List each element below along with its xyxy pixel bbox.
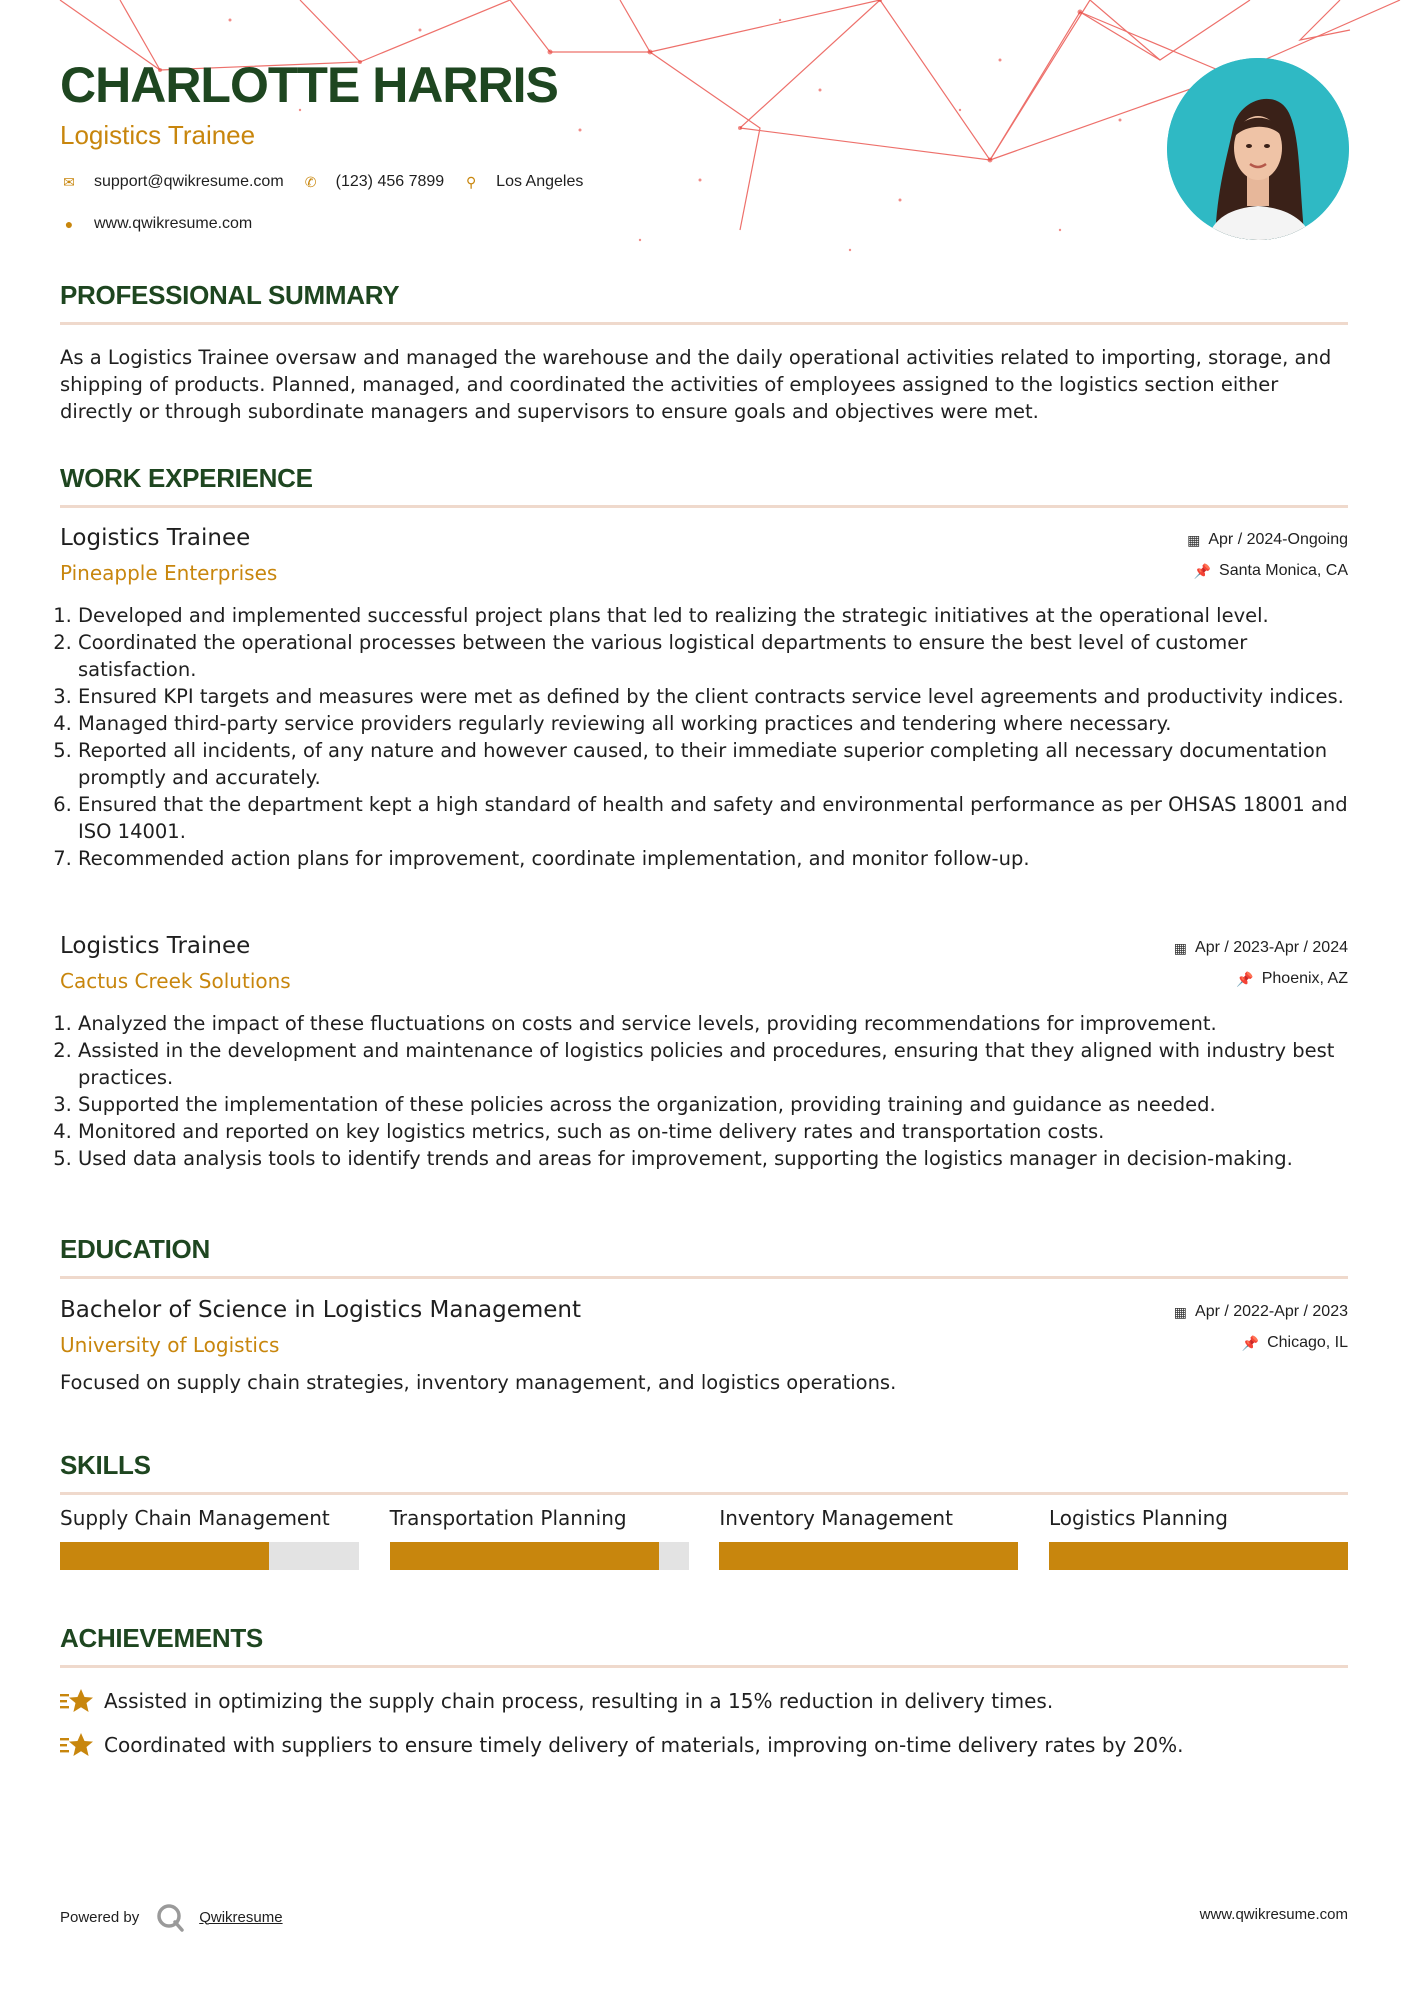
- job-company: Cactus Creek Solutions: [60, 969, 291, 993]
- job-location-text: Santa Monica, CA: [1219, 562, 1348, 579]
- skill-bar: [390, 1542, 689, 1570]
- footer-powered-by: [60, 1902, 283, 1932]
- summary-text: As a Logistics Trainee oversaw and managed the warehouse and the daily operational activities related to importing, storage, and shipping of products. Planned, managed, and coordinated the activities of employees assigned to the logistics section either directly or through subordinate managers and supervisors to ensure goals and objectives were met.: [60, 346, 1332, 423]
- calendar-icon: ▦: [1173, 939, 1188, 956]
- skill-item: [719, 1506, 1018, 1570]
- contact-website[interactable]: [60, 215, 252, 233]
- candidate-title: Logistics Trainee: [60, 120, 256, 150]
- skill-bar-fill: [719, 1542, 1018, 1570]
- skill-bar-fill: [60, 1542, 269, 1570]
- job-company: Pineapple Enterprises: [60, 561, 278, 585]
- brand-link[interactable]: Qwikresume: [199, 1908, 283, 1926]
- section-divider: [60, 505, 1348, 508]
- job-location-text: Phoenix, AZ: [1261, 970, 1348, 987]
- contact-row-primary: [60, 173, 601, 191]
- skills-list: [60, 1506, 1348, 1570]
- skill-bar: [60, 1542, 359, 1570]
- skill-name: Inventory Management: [719, 1506, 953, 1530]
- achievement-text: Coordinated with suppliers to ensure timely delivery of materials, improving on-time delivery rates by 20%.: [104, 1733, 1184, 1757]
- job-date-text: Apr / 2024-Ongoing: [1208, 531, 1348, 548]
- powered-by-label: Powered by: [60, 1908, 140, 1926]
- education-location-text: Chicago, IL: [1267, 1334, 1348, 1351]
- contact-phone[interactable]: [302, 173, 445, 191]
- achievements-section: [60, 1623, 1348, 1668]
- skill-name: Transportation Planning: [389, 1506, 627, 1530]
- skill-bar: [719, 1542, 1018, 1570]
- skill-item: [390, 1506, 689, 1570]
- contact-row-secondary: [60, 215, 270, 233]
- section-divider: [60, 1276, 1348, 1279]
- school-name: University of Logistics: [60, 1333, 280, 1357]
- globe-icon: ●: [64, 216, 74, 232]
- list-item: 3. Ensured KPI targets and measures were met as defined by the client contracts service level agreements and productivity indices.: [78, 683, 1348, 710]
- list-item: 5. Used data analysis tools to identify trends and areas for improvement, supporting the logistics manager in decision-making.: [78, 1145, 1348, 1172]
- avatar: [1167, 58, 1349, 240]
- list-item: 6. Ensured that the department kept a high standard of health and safety and environmental performance as per OHSAS 18001 and ISO 14001.: [78, 791, 1348, 845]
- list-item: 2. Assisted in the development and maintenance of logistics policies and procedures, ensuring that they aligned with industry best practices.: [78, 1037, 1348, 1091]
- avatar-portrait: [1167, 58, 1349, 240]
- job-date: [1187, 531, 1348, 549]
- footer-website[interactable]: www.qwikresume.com: [1199, 1906, 1348, 1923]
- skill-bar-fill: [390, 1542, 659, 1570]
- website-text: www.qwikresume.com: [94, 215, 253, 232]
- contact-email[interactable]: [60, 173, 284, 191]
- list-item: 2. Coordinated the operational processes between the various logistical departments to ensure the best level of customer satisfaction.: [78, 629, 1348, 683]
- summary-section: [60, 280, 1348, 425]
- skill-bar-fill: [1049, 1542, 1348, 1570]
- summary-heading: PROFESSIONAL SUMMARY: [60, 280, 400, 310]
- education-date: [1174, 1303, 1348, 1321]
- calendar-icon: ▦: [1173, 1303, 1188, 1320]
- star-award-icon: [60, 1731, 94, 1759]
- achievement-item: [60, 1687, 1348, 1715]
- map-pin-icon: ⚲: [466, 173, 477, 190]
- section-divider: [60, 322, 1348, 325]
- education-date-text: Apr / 2022-Apr / 2023: [1195, 1303, 1348, 1320]
- list-item: 4. Managed third-party service providers regularly reviewing all working practices and tendering where necessary.: [78, 710, 1348, 737]
- job-entry: [60, 933, 1348, 1193]
- skill-bar: [1049, 1542, 1348, 1570]
- education-description: Focused on supply chain strategies, inventory management, and logistics operations.: [60, 1371, 897, 1394]
- email-text: support@qwikresume.com: [94, 173, 284, 190]
- pushpin-icon: 📌: [1236, 970, 1254, 987]
- achievement-text: Assisted in optimizing the supply chain process, resulting in a 15% reduction in delivery times.: [104, 1689, 1054, 1713]
- calendar-icon: ▦: [1187, 531, 1201, 548]
- achievement-item: [60, 1731, 1348, 1759]
- phone-icon: ✆: [304, 173, 317, 190]
- candidate-name: CHARLOTTE HARRIS: [60, 57, 558, 113]
- degree-title: Bachelor of Science in Logistics Management: [60, 1297, 582, 1323]
- achievements-heading: ACHIEVEMENTS: [60, 1623, 263, 1653]
- skill-item: [1049, 1506, 1348, 1570]
- list-item: 1. Analyzed the impact of these fluctuations on costs and service levels, providing recommendations for improvement.: [78, 1010, 1348, 1037]
- location-text: Los Angeles: [496, 173, 584, 190]
- experience-section: [60, 463, 1348, 508]
- envelope-icon: ✉: [63, 173, 75, 190]
- list-item: 1. Developed and implemented successful project plans that led to realizing the strategic initiatives at the operational level.: [78, 602, 1348, 629]
- contact-location: [462, 173, 583, 191]
- experience-heading: WORK EXPERIENCE: [60, 463, 313, 493]
- education-section: [60, 1234, 1348, 1279]
- pushpin-icon: 📌: [1241, 1334, 1260, 1351]
- job-bullets: [60, 602, 1348, 872]
- phone-text: (123) 456 7899: [335, 173, 445, 190]
- skill-item: [60, 1506, 359, 1570]
- education-location: [1242, 1334, 1348, 1352]
- list-item: 5. Reported all incidents, of any nature and however caused, to their immediate superior completing all necessary documentation promptly and accurately.: [78, 737, 1348, 791]
- job-location: [1194, 562, 1348, 580]
- job-location: [1236, 970, 1348, 988]
- job-date-text: Apr / 2023-Apr / 2024: [1195, 939, 1348, 956]
- skills-section: [60, 1450, 1348, 1495]
- education-entry: [60, 1297, 1348, 1407]
- job-title: Logistics Trainee: [60, 933, 251, 959]
- star-award-icon: [60, 1687, 94, 1715]
- skill-name: Logistics Planning: [1048, 1506, 1228, 1530]
- list-item: 4. Monitored and reported on key logistics metrics, such as on-time delivery rates and transportation costs.: [78, 1118, 1348, 1145]
- list-item: 7. Recommended action plans for improvement, coordinate implementation, and monitor follow-up.: [78, 845, 1348, 872]
- section-divider: [60, 1665, 1348, 1668]
- job-entry: [60, 525, 1348, 905]
- pushpin-icon: 📌: [1193, 562, 1212, 579]
- skill-name: Supply Chain Management: [60, 1506, 330, 1530]
- education-heading: EDUCATION: [60, 1234, 210, 1264]
- job-bullets: [60, 1010, 1348, 1172]
- qwikresume-logo-icon: [155, 1902, 185, 1932]
- section-divider: [60, 1492, 1348, 1495]
- list-item: 3. Supported the implementation of these policies across the organization, providing training and guidance as needed.: [78, 1091, 1348, 1118]
- skills-heading: SKILLS: [60, 1450, 151, 1480]
- job-title: Logistics Trainee: [60, 525, 251, 551]
- job-date: [1174, 939, 1348, 957]
